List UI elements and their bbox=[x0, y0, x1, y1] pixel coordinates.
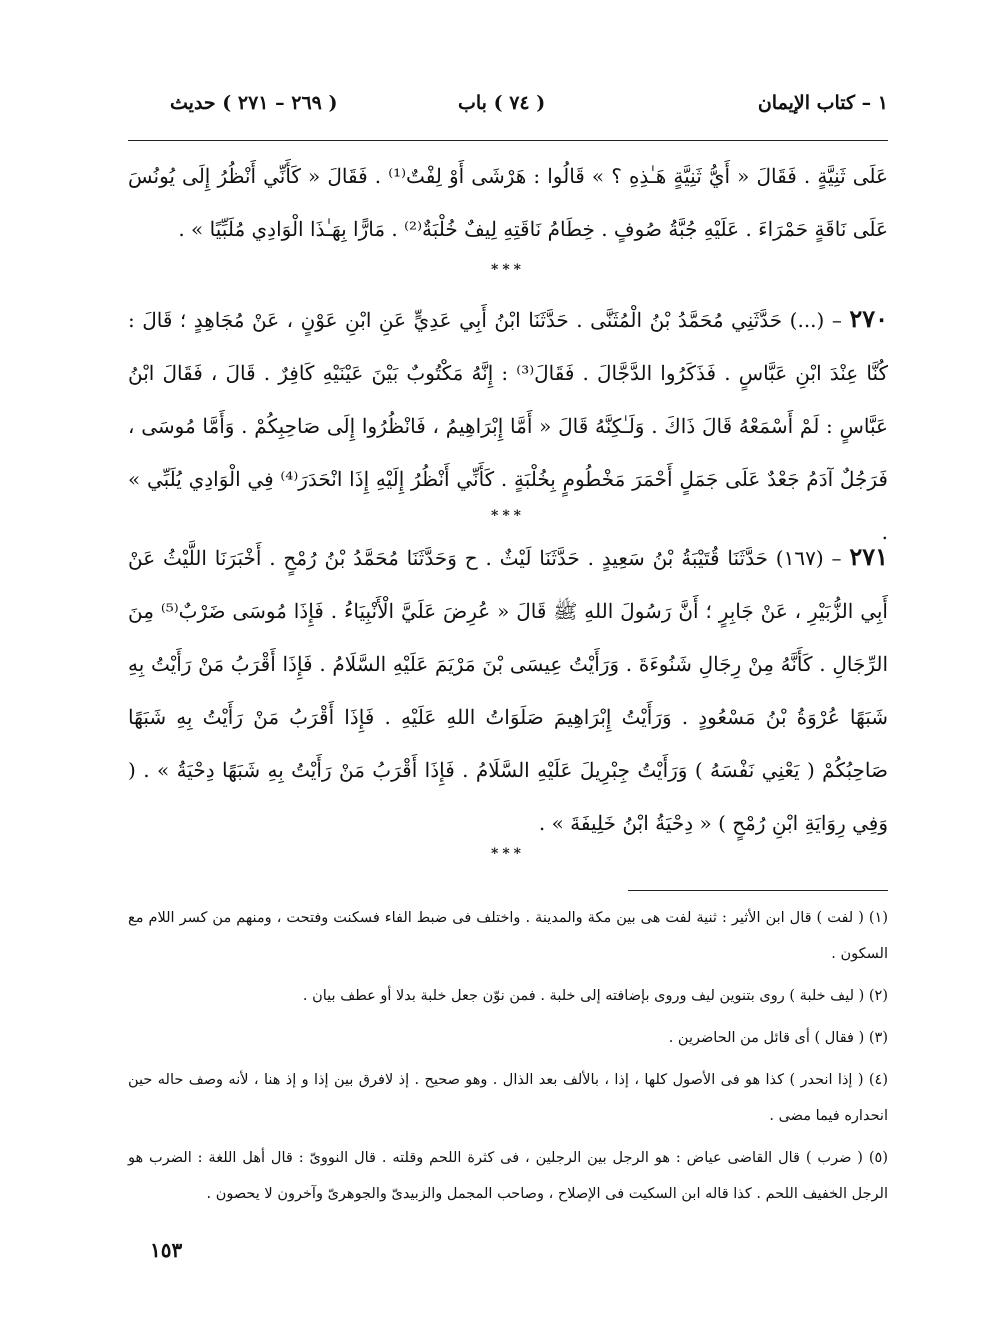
separator-stars: *** bbox=[491, 508, 525, 524]
hadith-range: ( ٢٦٩ – ٢٧١ ) حديث bbox=[170, 92, 338, 114]
hadith-text: – (...) حَدَّثَنِي مُحَمَّدُ بْنُ الْمُثَنَّى . حَدَّثَنَا ابْنُ أَبِي عَدِيٍّ عَنِ ابْنِ عَوْنٍ ، عَنْ مُجَاهِدٍ ؛ قَالَ : كُنَّا عِنْدَ ابْنِ عَبَّاسٍ . فَذَكَرُوا الدَّجَّالَ . فَقَالَ⁽³⁾ : إِنَّهُ مَكْتُوبٌ بَيْنَ عَيْنَيْهِ كَافِرٌ . قَالَ ، فَقَالَ ابْنُ عَبَّاسٍ : لَمْ أَسْمَعْهُ قَالَ ذَاكَ . وَلَـٰكِنَّهُ قَالَ « أَمَّا إِبْرَاهِيمُ ، فَانْظُرُوا إِلَى صَاحِبِكُمْ . وَأَمَّا مُوسَى ، فَرَجُلٌ آدَمُ جَعْدٌ عَلَى جَمَلٍ أَحْمَرَ مَخْطُومٍ بِخُلْبَةٍ . كَأَنِّي أَنْظُرُ إِلَيْهِ إِذَا انْحَدَرَ⁽⁴⁾ فِي الْوَادِي يُلَبِّي » . bbox=[128, 308, 888, 544]
hadith-text: – (١٦٧) حَدَّثَنَا قُتَيْبَةُ بْنُ سَعِيدٍ . حَدَّثَنَا لَيْثٌ . ح وَحَدَّثَنَا مُحَمَّدُ بْنُ رُمْحٍ . أَخْبَرَنَا اللَّيْثُ عَنْ أَبِي الزُّبَيْرِ ، عَنْ جَابِرٍ ؛ أَنَّ رَسُولَ اللهِ ﷺ قَالَ « عُرِضَ عَلَيَّ الْأَنْبِيَاءُ . فَإِذَا مُوسَى ضَرْبٌ⁽⁵⁾ مِنَ الرِّجَالِ . كَأَنَّهُ مِنْ رِجَالِ شَنُوءَةَ . وَرَأَيْتُ عِيسَى بْنَ مَرْيَمَ عَلَيْهِ السَّلَامُ . فَإِذَا أَقْرَبُ مَنْ رَأَيْتُ بِهِ شَبَهًا عُرْوَةُ بْنُ مَسْعُودٍ . وَرَأَيْتُ إِبْرَاهِيمَ صَلَوَاتُ اللهِ عَلَيْهِ . فَإِذَا أَقْرَبُ مَنْ رَأَيْتُ بِهِ شَبَهًا صَاحِبُكُمْ ( يَعْنِي نَفْسَهُ ) وَرَأَيْتُ جِبْرِيلَ عَلَيْهِ السَّلَامُ . فَإِذَا أَقْرَبُ مَنْ رَأَيْتُ بِهِ شَبَهًا دِحْيَةُ » . ( وَفِي رِوَايَةِ ابْنِ رُمْحٍ ) « دِحْيَةُ ابْنُ خَلِيفَةَ » . bbox=[128, 546, 888, 835]
passage-269-tail bbox=[128, 150, 888, 256]
footnote-2: (٢) ( ليف خلبة ) روى بتنوين ليف وروى بإضافته إلى خلبة . فمن نوّن جعل خلبة بدلا أو عطف بيان . bbox=[302, 988, 888, 1004]
passage-text: عَلَى ثَنِيَّةٍ . فَقَالَ « أَيُّ ثَنِيَّةٍ هَـٰذِهِ ؟ » قَالُوا : هَرْشَى أَوْ لِفْتٌ⁽¹⁾ . فَقَالَ « كَأَنِّي أَنْظُرُ إِلَى يُونُسَ عَلَى نَاقَةٍ حَمْرَاءَ . عَلَيْهِ جُبَّةُ صُوفٍ . خِطَامُ نَاقَتِهِ لِيفٌ خُلْبَةٌ⁽²⁾ . مَارًّا بِهَـٰذَا الْوَادِي مُلَبِّيًا » . bbox=[128, 164, 888, 241]
book-title: ١ – كتاب الإيمان bbox=[757, 92, 888, 114]
footnote-4: (٤) ( إذا انحدر ) كذا هو فى الأصول كلها ، إذا ، بالألف بعد الذال . وهو صحيح . إذ لافرق بين إذا و إذ هنا ، لأنه وصف حاله حين انحداره فيما مضى . bbox=[128, 1072, 888, 1124]
chapter-label: ( ٧٤ ) باب bbox=[458, 92, 546, 114]
footnote-5: (٥) ( ضرب ) قال القاضى عياض : هو الرجل بين الرجلين ، فى كثرة اللحم وقلته . قال النووىّ : قال أهل اللغة : الضرب هو الرجل الخفيف اللحم . كذا قاله ابن السكيت فى الإصلاح ، وصاحب المجمل والزبيدىّ والجوهرىّ وآخرون لا يحصون . bbox=[128, 1150, 888, 1202]
hadith-271-paragraph bbox=[128, 530, 888, 850]
hadith-number: ٢٧١ bbox=[849, 542, 889, 571]
footnote-rule bbox=[628, 890, 888, 891]
running-header bbox=[128, 86, 888, 136]
hadith-271 bbox=[128, 530, 888, 850]
page-number: ١٥٣ bbox=[150, 1238, 183, 1262]
footnote-1: (١) ( لفت ) قال ابن الأثير : ثنية لفت هى بين مكة والمدينة . واختلف فى ضبط الفاء فسكنت وفتحت ، ومنهم من كسر اللام مع السكون . bbox=[128, 910, 888, 962]
separator-stars: *** bbox=[491, 262, 525, 278]
footnote-3: (٣) ( فقال ) أى قائل من الحاضرين . bbox=[668, 1030, 888, 1046]
hadith-number: ٢٧٠ bbox=[849, 304, 888, 333]
header-rule bbox=[128, 140, 888, 141]
separator-stars: *** bbox=[491, 846, 525, 862]
footnotes bbox=[128, 900, 888, 1218]
